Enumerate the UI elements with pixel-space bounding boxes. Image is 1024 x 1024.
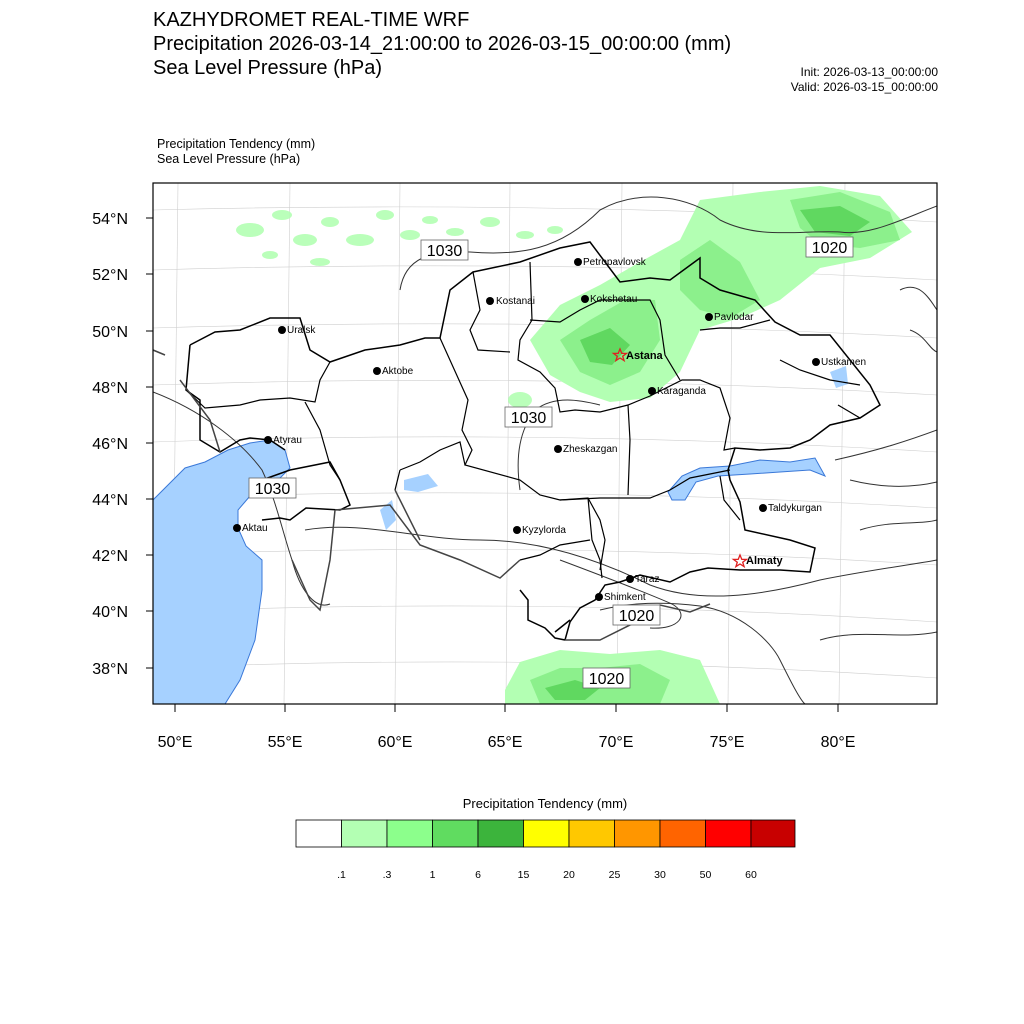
city-label-zheskazgan: Zheskazgan bbox=[563, 444, 618, 455]
title-line-3: Sea Level Pressure (hPa) bbox=[153, 57, 383, 79]
city-label-taldykurgan: Taldykurgan bbox=[768, 503, 822, 514]
colorbar-label: 1 bbox=[429, 869, 436, 881]
lon-label-80: 80°E bbox=[820, 734, 856, 751]
city-label-ustkamen: Ustkamen bbox=[821, 357, 867, 368]
colorbar-label: 15 bbox=[517, 869, 530, 881]
city-markers bbox=[233, 257, 866, 603]
colorbar-label: 30 bbox=[654, 869, 666, 881]
colorbar-label: .1 bbox=[337, 869, 346, 881]
colorbar-label: 6 bbox=[475, 869, 481, 881]
capital-label-astana: Astana bbox=[626, 350, 663, 362]
isobar-label-1030-center: 1030 bbox=[510, 410, 547, 427]
city-label-aktau: Aktau bbox=[242, 523, 268, 534]
city-label-aktobe: Aktobe bbox=[382, 366, 414, 377]
isobar-label-1020-southwest: 1020 bbox=[588, 671, 625, 688]
colorbar-label: .3 bbox=[382, 869, 392, 881]
city-label-kyzylorda: Kyzylorda bbox=[522, 525, 566, 536]
colorbar-label: 60 bbox=[745, 869, 757, 881]
lat-label-46: 46°N bbox=[92, 436, 128, 453]
city-label-taraz: Taraz bbox=[635, 574, 660, 585]
title-line-1: KAZHYDROMET REAL-TIME WRF bbox=[153, 9, 470, 31]
lon-label-50: 50°E bbox=[157, 734, 193, 751]
lon-label-75: 75°E bbox=[709, 734, 745, 751]
city-label-kostanai: Kostanai bbox=[496, 296, 535, 307]
lat-label-48: 48°N bbox=[92, 380, 128, 397]
city-label-atyrau: Atyrau bbox=[273, 435, 302, 446]
city-label-karaganda: Karaganda bbox=[657, 386, 706, 397]
city-label-petropavlovsk: Petropavlovsk bbox=[583, 257, 646, 268]
lake-balkhash bbox=[668, 458, 825, 500]
lat-label-50: 50°N bbox=[92, 324, 128, 341]
lon-ticks bbox=[175, 704, 838, 712]
city-label-shimkent: Shimkent bbox=[604, 592, 646, 603]
field-label-precip: Precipitation Tendency (mm) bbox=[157, 137, 316, 151]
isobar-label-1030-west: 1030 bbox=[254, 481, 291, 498]
colorbar-title: Precipitation Tendency (mm) bbox=[462, 796, 628, 811]
lon-label-70: 70°E bbox=[598, 734, 634, 751]
lake-zaysan bbox=[830, 366, 848, 388]
colorbar bbox=[296, 820, 795, 881]
title-line-2: Precipitation 2026-03-14_21:00:00 to 2026-03-15_00:00:00 (mm) bbox=[153, 33, 732, 55]
colorbar-label: 50 bbox=[699, 869, 712, 881]
lon-label-65: 65°E bbox=[487, 734, 523, 751]
lon-label-60: 60°E bbox=[377, 734, 413, 751]
valid-time: Valid: 2026-03-15_00:00:00 bbox=[790, 80, 938, 94]
city-label-kokshetau: Kokshetau bbox=[590, 294, 638, 305]
city-label-uralsk: Uralsk bbox=[287, 325, 316, 336]
capital-label-almaty: Almaty bbox=[746, 555, 783, 567]
isobar-label-1030-north: 1030 bbox=[426, 243, 463, 260]
lat-label-52: 52°N bbox=[92, 267, 128, 284]
colorbar-label: 25 bbox=[608, 869, 621, 881]
lat-labels bbox=[92, 211, 128, 678]
lat-label-38: 38°N bbox=[92, 661, 128, 678]
lat-label-40: 40°N bbox=[92, 604, 128, 621]
isobar-label-1020-northeast: 1020 bbox=[811, 240, 848, 257]
lon-labels bbox=[158, 734, 856, 751]
star-icon bbox=[734, 555, 747, 567]
lon-label-55: 55°E bbox=[267, 734, 303, 751]
colorbar-label: 20 bbox=[563, 869, 575, 881]
lat-label-42: 42°N bbox=[92, 548, 128, 565]
city-label-pavlodar: Pavlodar bbox=[714, 312, 754, 323]
aral-sea-north bbox=[404, 474, 438, 492]
lat-ticks bbox=[146, 218, 153, 668]
lat-label-44: 44°N bbox=[92, 492, 128, 509]
field-label-slp: Sea Level Pressure (hPa) bbox=[157, 152, 301, 166]
lat-label-54: 54°N bbox=[92, 211, 128, 228]
init-time: Init: 2026-03-13_00:00:00 bbox=[800, 65, 938, 79]
isobar-label-1020-south: 1020 bbox=[618, 608, 655, 625]
